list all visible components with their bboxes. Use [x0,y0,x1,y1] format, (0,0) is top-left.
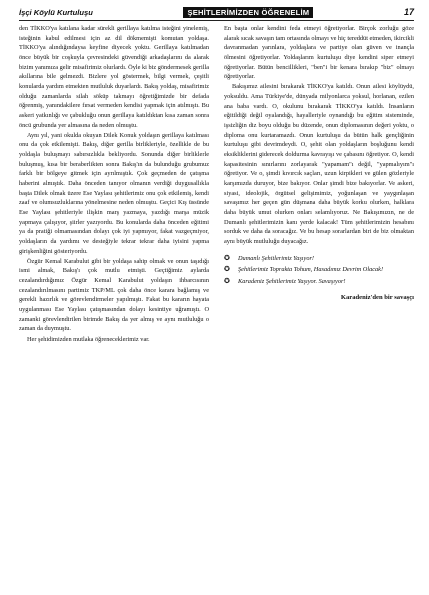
paragraph: En başta onlar kendini feda etmeyi öğretiyorlar. Birçok zorluğu göze alarak sıcak savaşın tam ortasında olmayı ve hiç tereddüt etmeden, ikircikli davranmadan yarınlara, yoldaşlara ve partiye olan güven ve inançla ölmesini öğretiyorlar. Yoldaşlarım kurtuluşu diye kendini siper etmeyi öğretiyorlar. Bütün bencillikleri, "ben"i bir kenara bırakıp "biz" olmayı öğretiyorlar. [224,25,414,81]
star-bullet-icon: ✪ [224,265,230,274]
section-title: ŞEHİTLERİMİZDEN ÖĞRENELİM [183,7,313,18]
slogan-text: Şehitlerimiz Toprakta Tohum, Hasadımız Devrim Olacak! [238,266,384,274]
article-body [19,24,414,589]
right-column [224,24,414,589]
publication-title: İşçi Köylü Kurtuluşu [19,7,93,17]
slogan-item [224,265,414,275]
paragraph: Her şehidimizden mutlaka öğreneceklerimiz var. [27,335,150,343]
page-header [19,4,414,21]
slogan-item [224,277,414,287]
paragraph: Bakışımız ailesini bırakarak TİKKO'ya katıldı. Onun ailesi köylüydü, yoksuldu. Ama Türkiye'de, dünyada milyonlarca yoksul, horlanan, ezilen ana baba vardı. O, okulunu bırakarak TİKKO'ya katıldı. İnsanların eğitildiği değil oyalandığı, hayalleriyle oynandığı bu eğitim sisteminde, işsizliğin diz boyu olduğu bu düzende, onun diplomasının değeri yoktu, o diploma onu kurtaramazdı. Onun kurtuluşu da bütün halk gençliğinin kurtuluşu gibi devrimdeydi. O, şehit olan yoldaşların boşluğunu kendi eksikliklerini giderecek doldurma kavrayışı ve çabasını öğretiyor. O, kendi kapasitesinin sınırlarını zorlayarak "yapamam"ı değil, "yapmalıyım"ı öğretiyor. Ve o, şimdi kıvırcık saçları, uzun kirpikleri ve gülen gözleriyle karşımızda duruyor, bize bakıyor. Onlar şimdi bize bakıyorlar. Ve askeri, siyasi, ideolojik, örgütsel gelişimimiz, yoğunlaşan ve yaygınlaşan savaşımız her geçen gün düşmana daha büyük korku olurken, halklara daha büyük umut olurken onları selamlıyoruz. Ne Bakışımızın, ne de Dumanlı şehitlerimizin kanı yerde kalacak! Tüm şehitlerimizin hesabını sorduk ve daha da soracağız. Ve bu hesap sorarlardan biri de biz olmaktan aynı büyük mutluluğu duyacağız. [224,83,414,245]
slogan-text: Karadeniz Şehitlerimiz Yaşıyor. Savaşıyor! [238,277,346,285]
star-bullet-icon: ✪ [224,276,230,285]
paragraph: Aynı yıl, yani okulda okuyan Dilek Konuk yoldaşın gerillaya katılması onu da çok etkilemişti. Bakış, diğer gerilla birlikleriyle, özellikle de bu yoldaşla buluşmayı sabırsızlıkla bekliyordu. Sonunda diğer birliklerle buluşmuş, kısa bir beraberlikten sonra Bakış'ın da bulunduğu grubumuz farklı bir bölgeye gitmek için ayrılmıştık. Çok geçmeden de çatışma haberini almıştık. Daha önceden tanıyor olmanın verdiği duygusallıkla başta Dilek olmak üzere Ese Yaylası şehitlerimiz onu çok etkilemiş, kendi zaaf ve olumsuzluklarına yönelmesine neden olmuştu. Geçici Kış üssünde Ese Yaylası şehitleriyle ilişkin marş yazmaya, yazdığı marşa müzik yapmaya çalışıyor, şiirler yazıyordu. Bu konularda daha önceden eğitimi ya da pratiği olmamasından dolayı çok iyi yapmıyor, fakat vazgeçmiyor, yoldaşların da yardımı ve desteğiyle tekrar tekrar daha iyisini yapma girişkenliğini gösteriyordu. [19,131,209,255]
paragraph: den TİKKO'ya katılana kadar sürekli gerillaya katılma isteğini yinelemiş, isteğinin kabul edilmesi için az dil dökmemişti komutan yoldaşa. TİKKO'ya alındığındaysa keyfine diyecek yoktu. Gerillaya katılmadan önce büyük bir coşkuyla çevresindeki güvendiği arkadaşlarını da alarak bizim yanımıza gelir misafirimiz olurlardı. Öyle ki biz göndermesek gerilla akıllarına bile gelmezdi. Bizlere yol göstermek, bilgi vermek, çeşitli konularda yardım etmekten mutluluk duyarlardı. Bakış yoldaş, misafirimiz olduğu zamanlarda silah söküp takmayı öğretiğimizde bir defada öğrenmiş, yanındakilere fırsat vermeden kendisi yapmak için atılmıştı. Bu askeri yatkınlığı ve çabukluğu onun gerillaya katıldıktan kısa zaman sonra öncü grubunda yer almasına da neden olmuştu. [19,25,209,129]
author-signature: Karadeniz'den bir savaşçı [340,294,414,302]
left-column [19,24,209,589]
paragraph: Özgür Kemal Karabulut gibi bir yoldaşa sahip olmak ve onun taşıdığı ismi almak, Bakış'ı çok mutlu etmişti. Geçtiğimiz aylarda cezalandırdığımız Özgür Kemal Karabulut yoldaşın ihbarcısının cezalandırılmasını partimiz TKP/ML çok daha önce karara bağlamış ve gerekli hazırlık ve görevlendirmeler yapılmıştı. Fakat bu kararın hayata uygulanması Ese Yaylası çatışmasından dolayı kesintiye uğramıştı. O zamanki görevlendirilen birimde Bakış da yer almış ve aynı mutluluğu o zaman da duymuştu. [19,257,209,333]
star-bullet-icon: ✪ [224,253,230,262]
page-number: 17 [403,7,414,17]
slogan-list [224,254,414,287]
slogan-text: Dumanlı Şehitlerimiz Yaşıyor! [238,254,315,262]
slogan-item [224,254,414,264]
